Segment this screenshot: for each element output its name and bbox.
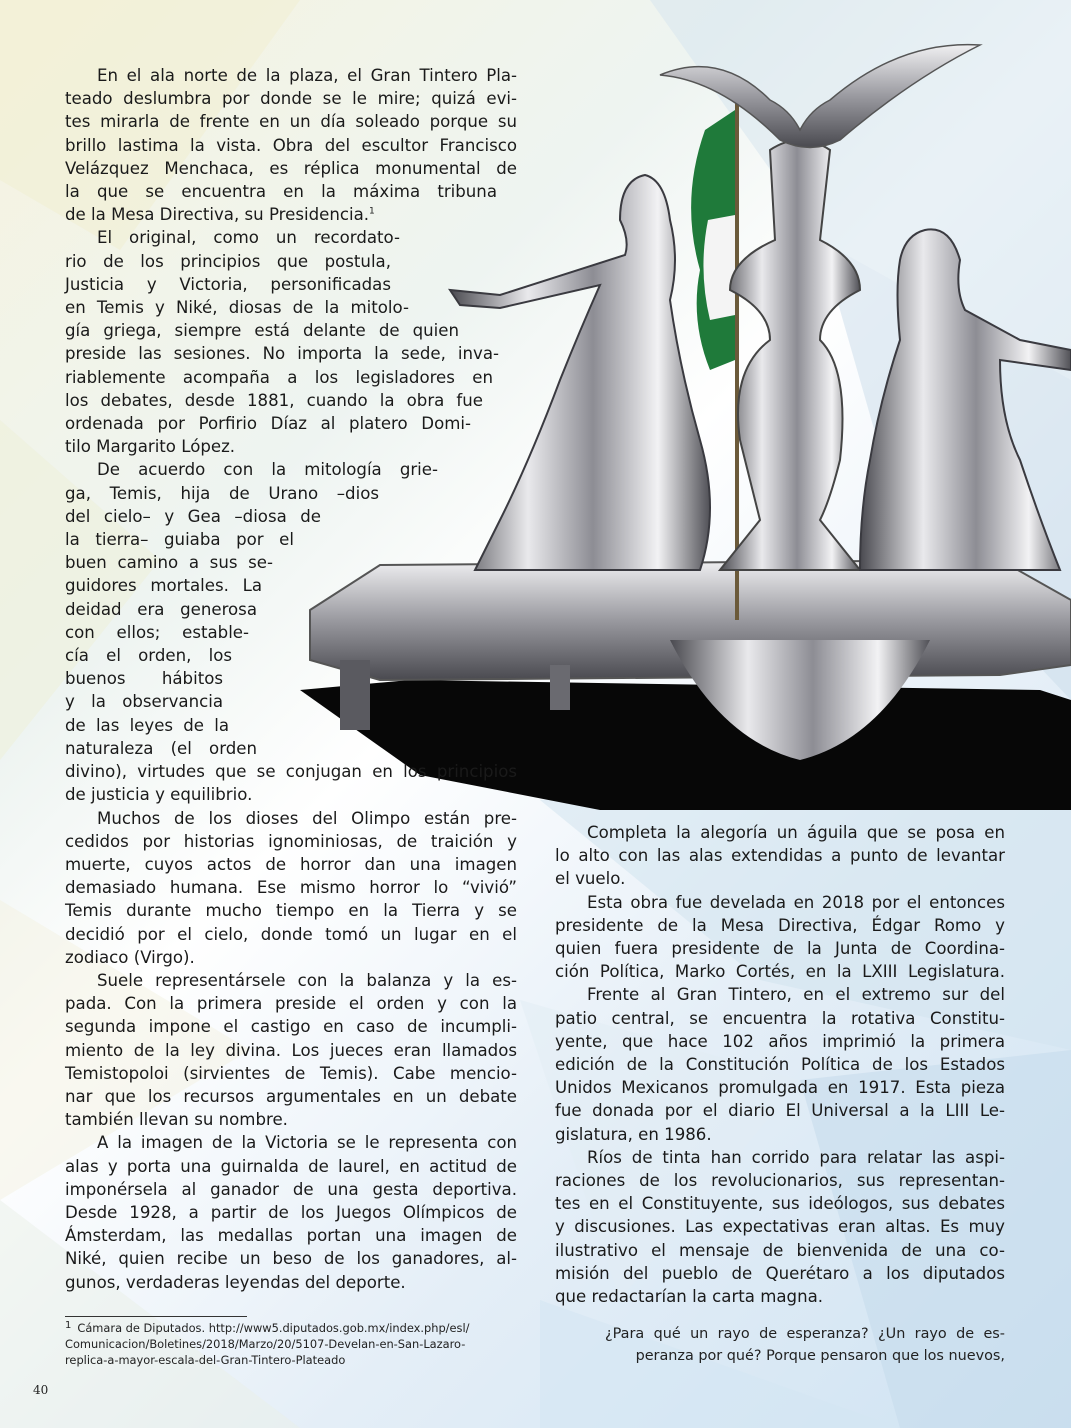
base-leg-center: [550, 665, 570, 710]
text-line: A la imagen de la Victoria se le representa con: [97, 1133, 517, 1153]
text-line: naturaleza (el orden: [65, 738, 257, 758]
text-line: y discusiones. Las expectativas eran altas. Es muy: [555, 1217, 1005, 1237]
paragraph-3: [65, 458, 517, 806]
central-column: [720, 140, 860, 570]
text-line: alas y porta una guirnalda de laurel, en actitud de: [65, 1156, 517, 1176]
quote-line: ¿Para qué un rayo de esperanza? ¿Un rayo de es-: [605, 1326, 1005, 1342]
right-column: [555, 821, 1005, 1308]
left-column: [65, 64, 517, 1294]
footnote-line: Comunicacion/Boletines/2018/Marzo/20/5107-Develan-en-San-Lazaro-: [65, 1337, 466, 1351]
text-line: la tierra– guiaba por el: [65, 530, 294, 550]
footnote-line: [65, 1320, 525, 1336]
text-line: Esta obra fue develada en 2018 por el entonces: [587, 892, 1005, 912]
text-line: raciones de los revolucionarios, sus representan-: [555, 1171, 1005, 1191]
text-line: cía el orden, los: [65, 646, 232, 666]
text-line: patio central, se encuentra la rotativa Constitu-: [555, 1008, 1005, 1028]
quote-line: peranza por qué? Porque pensaron que los nuevos,: [635, 1348, 1005, 1364]
text-line: divino), virtudes que se conjugan en los principios: [65, 762, 517, 782]
text-line: ordenada por Porfirio Díaz al platero Domi-: [65, 414, 471, 434]
paragraph-7: [555, 821, 1005, 891]
text-line: En el ala norte de la plaza, el Gran Tintero Pla-: [97, 66, 517, 85]
text-line: Velázquez Menchaca, es réplica monumental de: [65, 158, 517, 178]
text-line: Completa la alegoría un águila que se posa en: [587, 823, 1005, 842]
text-line: Frente al Gran Tintero, en el extremo sur del: [587, 985, 1005, 1005]
text-line: lo alto con las alas extendidas a punto de levantar: [555, 846, 1005, 866]
text-line: Niké, quien recibe un beso de los ganadores, al-: [65, 1249, 517, 1269]
text-line: muerte, cuyos actos de horror dan una imagen: [65, 854, 517, 874]
text-line: tes mirarla de frente en un día soleado porque su: [65, 112, 517, 132]
footnote-number: 1: [65, 1320, 72, 1331]
text-line: los debates, desde 1881, cuando la obra fue: [65, 390, 483, 410]
quote-block: [575, 1323, 1005, 1367]
text-line: con ellos; estable-: [65, 622, 249, 642]
text-line: quien fuera presidente de la Junta de Coordina-: [555, 939, 1005, 959]
text-line: ilustrativo el mensaje de bienvenida de una co-: [555, 1240, 1005, 1260]
text-line: zodiaco (Virgo).: [65, 947, 195, 967]
footnote-ref: 1: [369, 206, 375, 217]
text-line: de las leyes de la: [65, 715, 229, 735]
text-line: que redactarían la carta magna.: [555, 1287, 824, 1307]
text-line: yente, que hace 102 años imprimió la primera: [555, 1031, 1005, 1051]
footnote-rule: [65, 1316, 247, 1317]
text-line: preside las sesiones. No importa la sede, inva-: [65, 344, 499, 364]
text-line: buen camino a sus se-: [65, 553, 273, 573]
text-line: también llevan su nombre.: [65, 1110, 288, 1130]
text-line: Ríos de tinta han corrido para relatar las aspi-: [587, 1147, 1005, 1167]
text-line: de justicia y equilibrio.: [65, 785, 253, 805]
text-line: Temis durante mucho tiempo en la Tierra y se: [65, 901, 517, 921]
text-line: Desde 1928, a partir de los Juegos Olímpicos de: [65, 1202, 517, 1222]
text-line: De acuerdo con la mitología grie-: [97, 460, 438, 480]
text-line: demasiado humana. Ese mismo horror lo “vivió”: [65, 878, 517, 898]
text-line: Ámsterdam, las medallas portan una imagen de: [65, 1226, 517, 1246]
paragraph-9: [555, 983, 1005, 1145]
text-line: Muchos de los dioses del Olimpo están pre-: [97, 808, 517, 828]
text-line: segunda impone el castigo en caso de incumpli-: [65, 1017, 517, 1037]
text-line: guidores mortales. La: [65, 576, 262, 596]
text-line: cedidos por historias ignominiosas, de traición y: [65, 831, 517, 851]
text-line: deidad era generosa: [65, 599, 257, 619]
text-line: en Temis y Niké, diosas de la mitolo-: [65, 298, 409, 318]
text-line: imponérsela al ganador de una gesta deportiva.: [65, 1179, 517, 1199]
text-line: rio de los principios que postula,: [65, 251, 391, 271]
paragraph-5: [65, 969, 517, 1131]
paragraph-4: [65, 807, 517, 969]
text-line: decidió por el cielo, donde tomó un lugar en el: [65, 924, 517, 944]
text-line: misión del pueblo de Querétaro a los diputados: [555, 1263, 1005, 1283]
text-line: pada. Con la primera preside el orden y con la: [65, 994, 517, 1014]
text-line: tes en el Constituyente, sus ideólogos, sus debates: [555, 1194, 1005, 1214]
page-number: 40: [33, 1383, 49, 1397]
text-line: El original, como un recordato-: [97, 228, 400, 248]
paragraph-1: [65, 64, 517, 226]
figure-nike: [860, 229, 1071, 570]
text-line: riablemente acompaña a los legisladores en: [65, 367, 493, 387]
text-line: tilo Margarito López.: [65, 437, 236, 457]
text-line: Temistopoloi (sirvientes de Temis). Cabe mencio-: [65, 1063, 517, 1083]
flagpole: [735, 100, 739, 620]
flag-white: [703, 215, 735, 320]
text-line: Justicia y Victoria, personificadas: [65, 274, 391, 294]
text-line: ción Política, Marko Cortés, en la LXIII Legislatura.: [555, 962, 1005, 982]
footnote-line: replica-a-mayor-escala-del-Gran-Tintero-Plateado: [65, 1353, 346, 1367]
text-line: del cielo– y Gea –diosa de: [65, 506, 321, 526]
text-line: edición de la Constitución Política de los Estados: [555, 1055, 1005, 1075]
text-line: brillo lastima la vista. Obra del escultor Francisco: [65, 135, 517, 155]
text-line: Suele representársele con la balanza y la es-: [97, 970, 517, 990]
text-line: presidente de la Mesa Directiva, Édgar Romo y: [555, 915, 1005, 935]
text-line: gislatura, en 1986.: [555, 1124, 712, 1144]
text-fragment: de la Mesa Directiva, su Presidencia.: [65, 205, 370, 225]
text-line: fue donada por el diario El Universal a la LIII Le-: [555, 1101, 1005, 1121]
text-line: teado deslumbra por donde se le mire; quizá evi-: [65, 89, 517, 109]
text-line: gunos, verdaderas leyendas del deporte.: [65, 1272, 406, 1292]
text-line: buenos hábitos: [65, 669, 223, 689]
paragraph-10: [555, 1146, 1005, 1308]
footnote-text: Cámara de Diputados. http://www5.diputados.gob.mx/index.php/esl/: [77, 1321, 470, 1335]
paragraph-8: [555, 891, 1005, 984]
text-line: nar que los recursos argumentales en un debate: [65, 1086, 517, 1106]
text-line: la que se encuentra en la máxima tribuna: [65, 182, 497, 202]
text-line: [65, 203, 517, 226]
text-line: Unidos Mexicanos promulgada en 1917. Esta pieza: [555, 1078, 1005, 1098]
text-line: ga, Temis, hija de Urano –dios: [65, 483, 379, 503]
paragraph-6: [65, 1131, 517, 1293]
paragraph-2: [65, 226, 517, 458]
text-line: miento de la ley divina. Los jueces eran llamados: [65, 1040, 517, 1060]
footnote: [65, 1320, 525, 1368]
text-line: y la observancia: [65, 692, 223, 712]
text-line: gía griega, siempre está delante de quien: [65, 321, 459, 341]
text-line: el vuelo.: [555, 869, 626, 889]
